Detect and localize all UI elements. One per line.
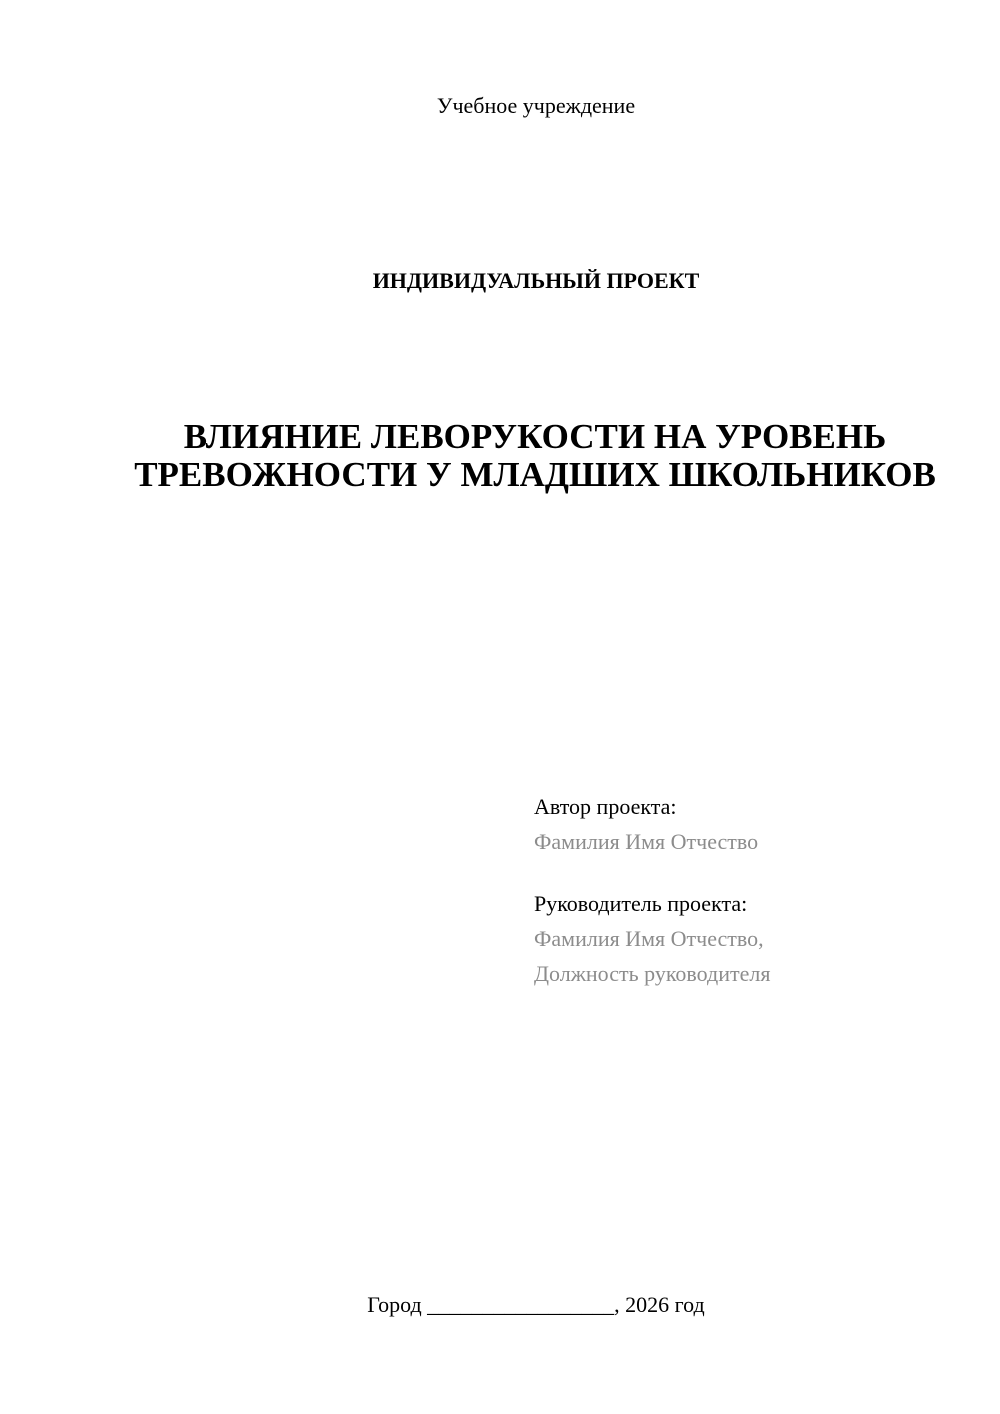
- project-info: [534, 789, 974, 991]
- project-title: ВЛИЯНИЕ ЛЕВОРУКОСТИ НА УРОВЕНЬ ТРЕВОЖНОСТИ У МЛАДШИХ ШКОЛЬНИКОВ: [134, 417, 936, 494]
- city-year-line: Город _________________, 2026 год: [367, 1292, 705, 1317]
- author-label: Автор проекта:: [534, 794, 677, 819]
- supervisor-label: Руководитель проекта:: [534, 891, 748, 916]
- institution-name: Учебное учреждение: [436, 93, 636, 118]
- spacer: [534, 859, 974, 886]
- document-type: ИНДИВИДУАЛЬНЫЙ ПРОЕКТ: [372, 268, 700, 293]
- supervisor-position: Должность руководителя: [534, 961, 771, 986]
- supervisor-name: Фамилия Имя Отчество,: [534, 926, 764, 951]
- author-name: Фамилия Имя Отчество: [534, 829, 759, 854]
